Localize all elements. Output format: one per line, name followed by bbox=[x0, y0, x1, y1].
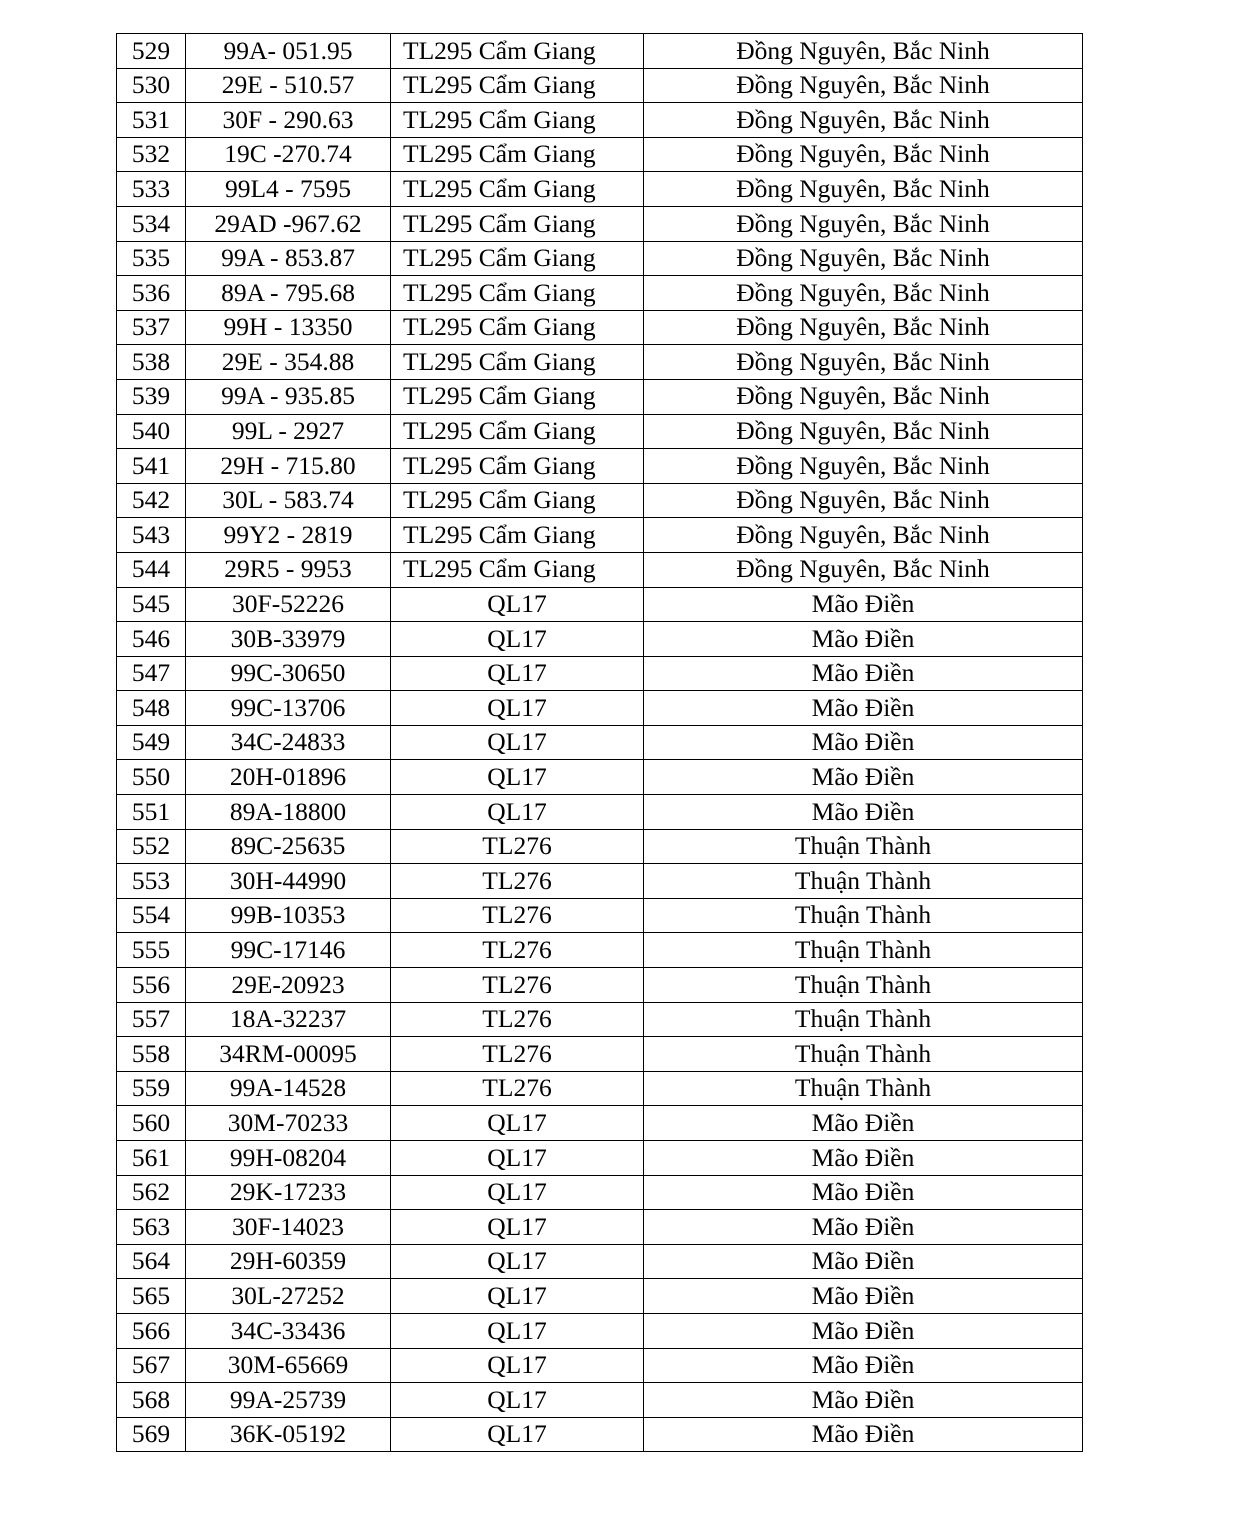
cell-route: QL17 bbox=[391, 1175, 644, 1210]
cell-location: Đồng Nguyên, Bắc Ninh bbox=[644, 518, 1083, 553]
cell-route: TL295 Cẩm Giang bbox=[391, 172, 644, 207]
cell-route: TL295 Cẩm Giang bbox=[391, 483, 644, 518]
cell-location: Thuận Thành bbox=[644, 933, 1083, 968]
cell-license-plate: 30H-44990 bbox=[186, 864, 391, 899]
table-row bbox=[117, 1279, 1083, 1314]
cell-route: QL17 bbox=[391, 725, 644, 760]
cell-location: Mão Điền bbox=[644, 656, 1083, 691]
cell-license-plate: 29E-20923 bbox=[186, 968, 391, 1003]
cell-license-plate: 99C-17146 bbox=[186, 933, 391, 968]
cell-location: Đồng Nguyên, Bắc Ninh bbox=[644, 552, 1083, 587]
table-row bbox=[117, 829, 1083, 864]
cell-license-plate: 30B-33979 bbox=[186, 622, 391, 657]
cell-route: TL276 bbox=[391, 1037, 644, 1072]
cell-route: QL17 bbox=[391, 1417, 644, 1452]
cell-route: TL276 bbox=[391, 829, 644, 864]
table-row bbox=[117, 622, 1083, 657]
cell-license-plate: 99A - 853.87 bbox=[186, 241, 391, 276]
table-row bbox=[117, 345, 1083, 380]
cell-location: Đồng Nguyên, Bắc Ninh bbox=[644, 345, 1083, 380]
cell-location: Đồng Nguyên, Bắc Ninh bbox=[644, 137, 1083, 172]
cell-route: TL295 Cẩm Giang bbox=[391, 103, 644, 138]
cell-location: Mão Điền bbox=[644, 1348, 1083, 1383]
cell-license-plate: 30L-27252 bbox=[186, 1279, 391, 1314]
cell-location: Đồng Nguyên, Bắc Ninh bbox=[644, 379, 1083, 414]
cell-route: TL295 Cẩm Giang bbox=[391, 414, 644, 449]
cell-location: Mão Điền bbox=[644, 1141, 1083, 1176]
cell-index: 557 bbox=[117, 1002, 186, 1037]
cell-index: 563 bbox=[117, 1210, 186, 1245]
cell-index: 543 bbox=[117, 518, 186, 553]
violation-table bbox=[116, 33, 1083, 1452]
cell-location: Đồng Nguyên, Bắc Ninh bbox=[644, 34, 1083, 69]
cell-location: Thuận Thành bbox=[644, 1002, 1083, 1037]
cell-location: Đồng Nguyên, Bắc Ninh bbox=[644, 103, 1083, 138]
cell-index: 556 bbox=[117, 968, 186, 1003]
cell-location: Đồng Nguyên, Bắc Ninh bbox=[644, 206, 1083, 241]
table-row bbox=[117, 1141, 1083, 1176]
cell-location: Đồng Nguyên, Bắc Ninh bbox=[644, 68, 1083, 103]
table-row bbox=[117, 1071, 1083, 1106]
cell-route: QL17 bbox=[391, 1348, 644, 1383]
table-row bbox=[117, 864, 1083, 899]
cell-index: 552 bbox=[117, 829, 186, 864]
table-row bbox=[117, 518, 1083, 553]
cell-route: TL295 Cẩm Giang bbox=[391, 552, 644, 587]
table-row bbox=[117, 483, 1083, 518]
cell-route: QL17 bbox=[391, 1279, 644, 1314]
cell-location: Đồng Nguyên, Bắc Ninh bbox=[644, 449, 1083, 484]
cell-index: 536 bbox=[117, 276, 186, 311]
violation-table-container bbox=[116, 33, 1082, 1452]
cell-location: Mão Điền bbox=[644, 1279, 1083, 1314]
table-row bbox=[117, 1383, 1083, 1418]
cell-location: Mão Điền bbox=[644, 1417, 1083, 1452]
cell-index: 539 bbox=[117, 379, 186, 414]
table-row bbox=[117, 172, 1083, 207]
cell-location: Mão Điền bbox=[644, 1175, 1083, 1210]
cell-index: 540 bbox=[117, 414, 186, 449]
table-row bbox=[117, 933, 1083, 968]
cell-index: 561 bbox=[117, 1141, 186, 1176]
cell-index: 568 bbox=[117, 1383, 186, 1418]
cell-index: 558 bbox=[117, 1037, 186, 1072]
cell-index: 566 bbox=[117, 1313, 186, 1348]
cell-license-plate: 30M-65669 bbox=[186, 1348, 391, 1383]
cell-location: Mão Điền bbox=[644, 1383, 1083, 1418]
table-row bbox=[117, 276, 1083, 311]
cell-index: 535 bbox=[117, 241, 186, 276]
cell-location: Mão Điền bbox=[644, 795, 1083, 830]
cell-location: Mão Điền bbox=[644, 1244, 1083, 1279]
table-row bbox=[117, 1210, 1083, 1245]
table-row bbox=[117, 1417, 1083, 1452]
cell-index: 546 bbox=[117, 622, 186, 657]
cell-route: TL295 Cẩm Giang bbox=[391, 276, 644, 311]
cell-license-plate: 29E - 510.57 bbox=[186, 68, 391, 103]
table-row bbox=[117, 898, 1083, 933]
cell-route: TL295 Cẩm Giang bbox=[391, 345, 644, 380]
cell-index: 530 bbox=[117, 68, 186, 103]
cell-index: 553 bbox=[117, 864, 186, 899]
cell-license-plate: 34C-33436 bbox=[186, 1313, 391, 1348]
cell-license-plate: 89C-25635 bbox=[186, 829, 391, 864]
cell-index: 547 bbox=[117, 656, 186, 691]
cell-index: 545 bbox=[117, 587, 186, 622]
cell-license-plate: 89A-18800 bbox=[186, 795, 391, 830]
cell-route: TL295 Cẩm Giang bbox=[391, 518, 644, 553]
cell-license-plate: 30F - 290.63 bbox=[186, 103, 391, 138]
table-row bbox=[117, 379, 1083, 414]
cell-license-plate: 99L4 - 7595 bbox=[186, 172, 391, 207]
cell-license-plate: 19C -270.74 bbox=[186, 137, 391, 172]
table-row bbox=[117, 1244, 1083, 1279]
cell-license-plate: 29H - 715.80 bbox=[186, 449, 391, 484]
cell-route: TL276 bbox=[391, 1071, 644, 1106]
cell-index: 542 bbox=[117, 483, 186, 518]
cell-route: QL17 bbox=[391, 1383, 644, 1418]
table-row bbox=[117, 34, 1083, 69]
cell-index: 531 bbox=[117, 103, 186, 138]
cell-license-plate: 36K-05192 bbox=[186, 1417, 391, 1452]
cell-route: TL276 bbox=[391, 933, 644, 968]
cell-location: Mão Điền bbox=[644, 725, 1083, 760]
cell-route: TL295 Cẩm Giang bbox=[391, 137, 644, 172]
table-row bbox=[117, 68, 1083, 103]
table-row bbox=[117, 968, 1083, 1003]
cell-index: 533 bbox=[117, 172, 186, 207]
cell-license-plate: 99H - 13350 bbox=[186, 310, 391, 345]
table-row bbox=[117, 103, 1083, 138]
cell-route: QL17 bbox=[391, 1141, 644, 1176]
cell-location: Đồng Nguyên, Bắc Ninh bbox=[644, 172, 1083, 207]
cell-location: Mão Điền bbox=[644, 760, 1083, 795]
table-row bbox=[117, 1106, 1083, 1141]
cell-index: 560 bbox=[117, 1106, 186, 1141]
cell-license-plate: 30M-70233 bbox=[186, 1106, 391, 1141]
table-row bbox=[117, 137, 1083, 172]
cell-license-plate: 29R5 - 9953 bbox=[186, 552, 391, 587]
cell-route: TL276 bbox=[391, 864, 644, 899]
cell-index: 559 bbox=[117, 1071, 186, 1106]
table-row bbox=[117, 760, 1083, 795]
table-row bbox=[117, 310, 1083, 345]
cell-route: TL295 Cẩm Giang bbox=[391, 206, 644, 241]
cell-location: Đồng Nguyên, Bắc Ninh bbox=[644, 483, 1083, 518]
table-row bbox=[117, 206, 1083, 241]
cell-index: 548 bbox=[117, 691, 186, 726]
cell-license-plate: 20H-01896 bbox=[186, 760, 391, 795]
table-row bbox=[117, 414, 1083, 449]
cell-index: 567 bbox=[117, 1348, 186, 1383]
table-row bbox=[117, 449, 1083, 484]
table-row bbox=[117, 656, 1083, 691]
cell-location: Mão Điền bbox=[644, 1106, 1083, 1141]
cell-route: QL17 bbox=[391, 1313, 644, 1348]
cell-route: TL276 bbox=[391, 898, 644, 933]
cell-index: 541 bbox=[117, 449, 186, 484]
table-row bbox=[117, 241, 1083, 276]
table-row bbox=[117, 587, 1083, 622]
cell-location: Thuận Thành bbox=[644, 898, 1083, 933]
cell-license-plate: 99A-14528 bbox=[186, 1071, 391, 1106]
cell-route: QL17 bbox=[391, 691, 644, 726]
table-row bbox=[117, 1175, 1083, 1210]
cell-location: Mão Điền bbox=[644, 691, 1083, 726]
cell-index: 538 bbox=[117, 345, 186, 380]
cell-location: Thuận Thành bbox=[644, 829, 1083, 864]
cell-license-plate: 30F-14023 bbox=[186, 1210, 391, 1245]
cell-license-plate: 99H-08204 bbox=[186, 1141, 391, 1176]
cell-index: 549 bbox=[117, 725, 186, 760]
table-row bbox=[117, 1348, 1083, 1383]
cell-location: Mão Điền bbox=[644, 622, 1083, 657]
cell-location: Đồng Nguyên, Bắc Ninh bbox=[644, 276, 1083, 311]
cell-location: Mão Điền bbox=[644, 1313, 1083, 1348]
table-row bbox=[117, 795, 1083, 830]
cell-route: QL17 bbox=[391, 587, 644, 622]
cell-route: QL17 bbox=[391, 622, 644, 657]
cell-location: Thuận Thành bbox=[644, 968, 1083, 1003]
cell-license-plate: 99A - 935.85 bbox=[186, 379, 391, 414]
cell-route: QL17 bbox=[391, 1210, 644, 1245]
cell-index: 534 bbox=[117, 206, 186, 241]
cell-license-plate: 34C-24833 bbox=[186, 725, 391, 760]
table-row bbox=[117, 1037, 1083, 1072]
cell-license-plate: 34RM-00095 bbox=[186, 1037, 391, 1072]
cell-index: 555 bbox=[117, 933, 186, 968]
cell-route: QL17 bbox=[391, 1106, 644, 1141]
cell-license-plate: 99C-30650 bbox=[186, 656, 391, 691]
table-row bbox=[117, 1002, 1083, 1037]
cell-index: 562 bbox=[117, 1175, 186, 1210]
cell-location: Thuận Thành bbox=[644, 864, 1083, 899]
cell-route: TL295 Cẩm Giang bbox=[391, 68, 644, 103]
cell-license-plate: 99L - 2927 bbox=[186, 414, 391, 449]
cell-route: TL276 bbox=[391, 1002, 644, 1037]
cell-index: 550 bbox=[117, 760, 186, 795]
cell-index: 544 bbox=[117, 552, 186, 587]
cell-route: TL295 Cẩm Giang bbox=[391, 34, 644, 69]
cell-license-plate: 30F-52226 bbox=[186, 587, 391, 622]
cell-location: Mão Điền bbox=[644, 1210, 1083, 1245]
cell-route: TL295 Cẩm Giang bbox=[391, 379, 644, 414]
cell-location: Đồng Nguyên, Bắc Ninh bbox=[644, 241, 1083, 276]
cell-license-plate: 18A-32237 bbox=[186, 1002, 391, 1037]
cell-location: Đồng Nguyên, Bắc Ninh bbox=[644, 310, 1083, 345]
cell-license-plate: 29AD -967.62 bbox=[186, 206, 391, 241]
cell-location: Mão Điền bbox=[644, 587, 1083, 622]
cell-license-plate: 30L - 583.74 bbox=[186, 483, 391, 518]
cell-license-plate: 29K-17233 bbox=[186, 1175, 391, 1210]
cell-route: QL17 bbox=[391, 656, 644, 691]
cell-location: Thuận Thành bbox=[644, 1037, 1083, 1072]
cell-route: QL17 bbox=[391, 1244, 644, 1279]
cell-license-plate: 99C-13706 bbox=[186, 691, 391, 726]
cell-route: TL295 Cẩm Giang bbox=[391, 449, 644, 484]
cell-index: 554 bbox=[117, 898, 186, 933]
cell-index: 529 bbox=[117, 34, 186, 69]
cell-location: Đồng Nguyên, Bắc Ninh bbox=[644, 414, 1083, 449]
cell-route: TL295 Cẩm Giang bbox=[391, 310, 644, 345]
cell-route: TL295 Cẩm Giang bbox=[391, 241, 644, 276]
cell-index: 564 bbox=[117, 1244, 186, 1279]
cell-route: TL276 bbox=[391, 968, 644, 1003]
cell-license-plate: 99A-25739 bbox=[186, 1383, 391, 1418]
cell-license-plate: 99B-10353 bbox=[186, 898, 391, 933]
table-row bbox=[117, 725, 1083, 760]
table-row bbox=[117, 1313, 1083, 1348]
cell-index: 569 bbox=[117, 1417, 186, 1452]
table-row bbox=[117, 691, 1083, 726]
cell-license-plate: 99Y2 - 2819 bbox=[186, 518, 391, 553]
table-row bbox=[117, 552, 1083, 587]
cell-license-plate: 29H-60359 bbox=[186, 1244, 391, 1279]
cell-index: 551 bbox=[117, 795, 186, 830]
cell-location: Thuận Thành bbox=[644, 1071, 1083, 1106]
cell-license-plate: 99A- 051.95 bbox=[186, 34, 391, 69]
table-body bbox=[117, 34, 1083, 1452]
cell-route: QL17 bbox=[391, 760, 644, 795]
cell-index: 532 bbox=[117, 137, 186, 172]
cell-license-plate: 29E - 354.88 bbox=[186, 345, 391, 380]
cell-index: 565 bbox=[117, 1279, 186, 1314]
cell-route: QL17 bbox=[391, 795, 644, 830]
cell-license-plate: 89A - 795.68 bbox=[186, 276, 391, 311]
cell-index: 537 bbox=[117, 310, 186, 345]
